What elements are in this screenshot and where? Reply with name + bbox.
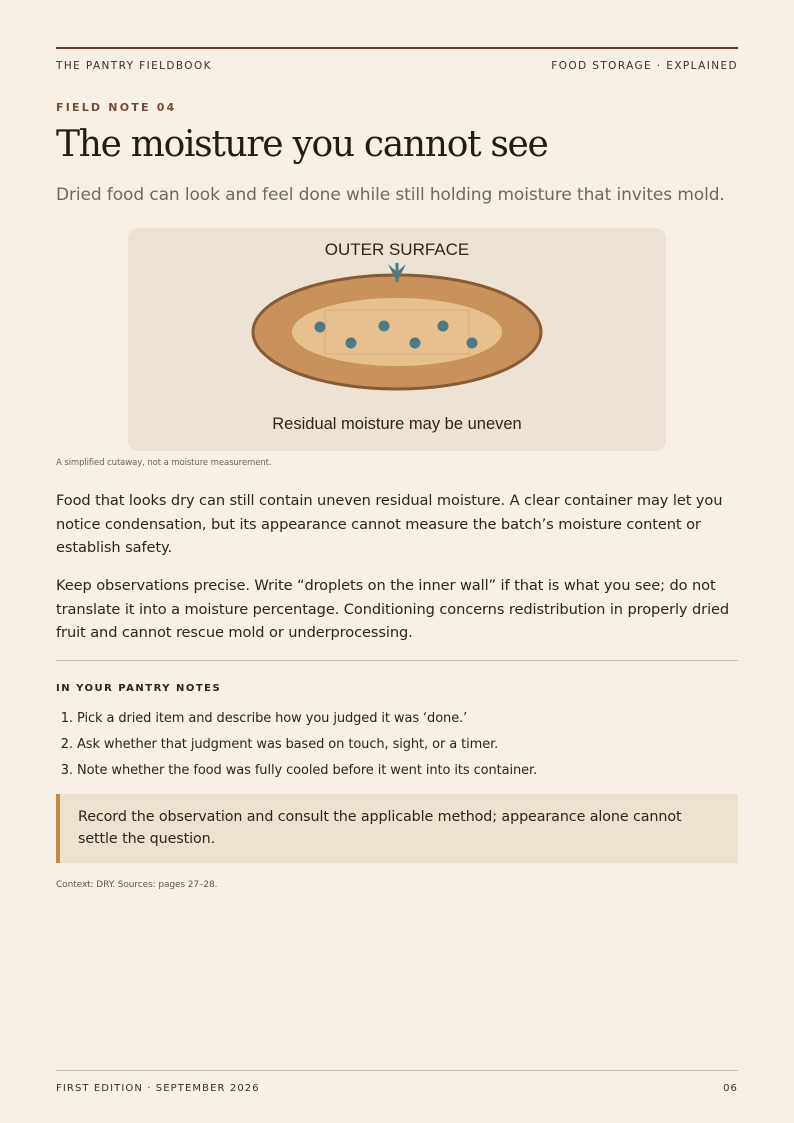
cutaway-figure bbox=[128, 228, 666, 451]
moisture-droplet bbox=[467, 338, 478, 349]
top-rule bbox=[56, 47, 738, 49]
list-item: 3. Note whether the food was fully cooled before it went into its container. bbox=[77, 758, 537, 784]
pantry-notes-list bbox=[56, 706, 537, 784]
inner-core bbox=[292, 298, 502, 366]
list-item: 1. Pick a dried item and describe how you judged it was ‘done.’ bbox=[77, 706, 537, 732]
running-head-left: THE PANTRY FIELDBOOK bbox=[56, 60, 212, 72]
moisture-droplet bbox=[379, 321, 390, 332]
running-head-right: FOOD STORAGE · EXPLAINED bbox=[551, 60, 738, 72]
pantry-notes-heading: IN YOUR PANTRY NOTES bbox=[56, 683, 222, 694]
moisture-droplet bbox=[410, 338, 421, 349]
callout-box bbox=[56, 794, 738, 863]
moisture-droplet bbox=[438, 321, 449, 332]
moisture-droplet bbox=[315, 322, 326, 333]
section-divider bbox=[56, 660, 738, 661]
uneven-moisture-label: Residual moisture may be uneven bbox=[272, 415, 522, 433]
sources-context: Context: DRY. Sources: pages 27–28. bbox=[56, 880, 218, 890]
field-note-kicker: FIELD NOTE 04 bbox=[56, 101, 177, 114]
body-paragraph-1: Food that looks dry can still contain uneven residual moisture. A clear container may let you notice condensation, but its appearance cannot measure the batch’s moisture content or establish safety. bbox=[56, 492, 723, 556]
list-item: 2. Ask whether that judgment was based on touch, sight, or a timer. bbox=[77, 732, 537, 758]
outer-surface-label: OUTER SURFACE bbox=[324, 240, 470, 259]
page-title: The moisture you cannot see bbox=[56, 124, 548, 165]
page-subtitle: Dried food can look and feel done while still holding moisture that invites mold. bbox=[56, 185, 725, 205]
footer-edition: FIRST EDITION · SEPTEMBER 2026 bbox=[56, 1083, 260, 1094]
footer-rule bbox=[56, 1070, 738, 1071]
moisture-droplet bbox=[346, 338, 357, 349]
figure-caption: A simplified cutaway, not a moisture measurement. bbox=[56, 458, 272, 468]
callout-text: Record the observation and consult the applicable method; appearance alone cannot settle the question. bbox=[78, 809, 682, 847]
page-number: 06 bbox=[723, 1083, 738, 1094]
body-paragraph-2: Keep observations precise. Write “droplets on the inner wall” if that is what you see; do not translate it into a moisture percentage. Conditioning concerns redistribution in properly dried fruit and cannot rescue mold or underprocessing. bbox=[56, 577, 730, 641]
page bbox=[56, 0, 738, 1123]
